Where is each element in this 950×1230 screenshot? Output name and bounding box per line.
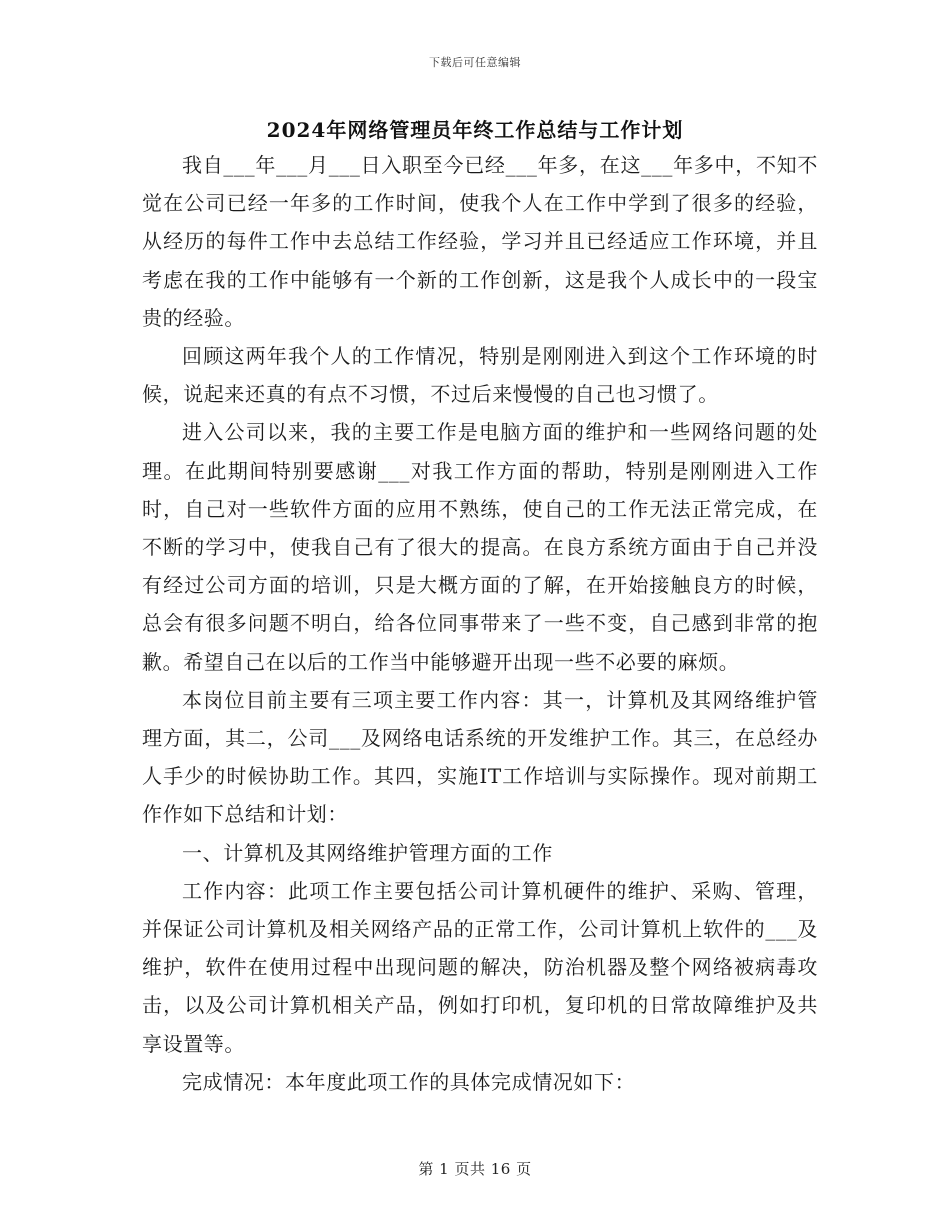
paragraph-intro: 我自___年___月___日入职至今已经___年多，在这___年多中，不知不觉在公司已经一年多的工作时间，使我个人在工作中学到了很多的经验，从经历的每件工作中去总结工作经验，学习并且已经适应工作环境，并且考虑在我的工作中能够有一个新的工作创新，这是我个人成长中的一段宝贵的经验。 xyxy=(142,153,818,330)
document-body xyxy=(142,146,818,1101)
section-heading: 一、计算机及其网络维护管理方面的工作 xyxy=(182,840,553,865)
paragraph-completion: 完成情况：本年度此项工作的具体完成情况如下： xyxy=(182,1069,636,1094)
page-footer: 第 1 页共 16 页 xyxy=(418,1160,532,1178)
paragraph-work-content: 工作内容：此项工作主要包括公司计算机硬件的维护、采购、管理，并保证公司计算机及相关网络产品的正常工作，公司计算机上软件的___及维护，软件在使用过程中出现问题的解决，防治机器及整个网络被病毒攻击，以及公司计算机相关产品，例如打印机，复印机的日常故障维护及共享设置等。 xyxy=(142,878,818,1056)
header-note: 下载后可任意编辑 xyxy=(429,56,521,69)
paragraph-work: 进入公司以来，我的主要工作是电脑方面的维护和一些网络问题的处理。在此期间特别要感谢___对我工作方面的帮助，特别是刚刚进入工作时，自己对一些软件方面的应用不熟练，使自己的工作无法正常完成，在不断的学习中，使我自己有了很大的提高。在良方系统方面由于自己并没有经过公司方面的培训，只是大概方面的了解，在开始接触良方的时候，总会有很多问题不明白，给各位同事带来了一些不变，自己感到非常的抱歉。希望自己在以后的工作当中能够避开出现一些不必要的麻烦。 xyxy=(142,420,818,674)
document-title: 2024年网络管理员年终工作总结与工作计划 xyxy=(266,118,684,142)
paragraph-review: 回顾这两年我个人的工作情况，特别是刚刚进入到这个工作环境的时候，说起来还真的有点不习惯，不过后来慢慢的自己也习惯了。 xyxy=(142,344,818,407)
paragraph-duties: 本岗位目前主要有三项主要工作内容：其一，计算机及其网络维护管理方面，其二，公司___及网络电话系统的开发维护工作。其三，在总经办人手少的时候协助工作。其四，实施IT工作培训与实际操作。现对前期工作作如下总结和计划： xyxy=(142,687,818,827)
